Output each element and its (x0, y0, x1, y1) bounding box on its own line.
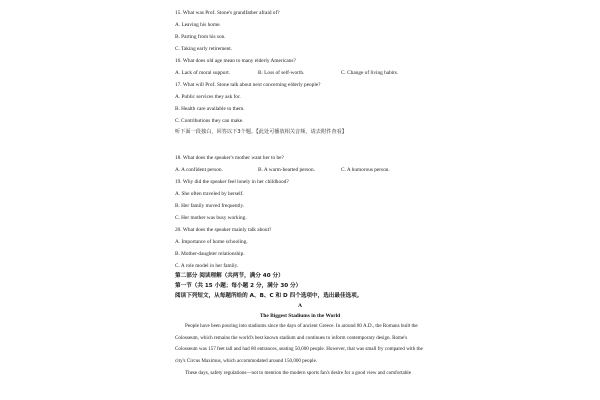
option-17c: C. Contributions they can make. (175, 118, 244, 124)
question-20: 20. What does the speaker mainly talk about? (175, 227, 272, 233)
passage-paragraph-2: These days, safety regulations—not to mention the modern sports fan's desire for a good view and comfortable (185, 370, 411, 376)
option-18b: B. A warm-hearted person. (258, 167, 315, 173)
option-15b: B. Parting from his son. (175, 34, 226, 40)
reading-directions: 阅读下列短文，从每题所给的 A、B、C 和 D 四个选项中，选出最佳选项。 (175, 293, 363, 299)
question-15: 15. What was Prof. Stone's grandfather afraid of? (175, 10, 280, 16)
question-19: 19. Why did the speaker feel lonely in her childhood? (175, 179, 289, 185)
option-16b: B. Loss of self-worth. (258, 70, 305, 76)
option-20b: B. Mother-daughter relationship. (175, 251, 245, 257)
option-19b: B. Her family moved frequently. (175, 203, 245, 209)
part-heading: 第二部分 阅读理解（共两节，满分 40 分） (175, 273, 284, 279)
passage-title: The Biggest Stadiums in the World (259, 313, 341, 319)
option-16c: C. Change of living habits. (341, 70, 399, 76)
question-17: 17. What will Prof. Stone talk about next concerning elderly people? (175, 82, 321, 88)
question-16: 16. What does old age mean to many elderly Americans? (175, 58, 296, 64)
option-20c: C. A role model in her family. (175, 263, 239, 269)
instruction-text: 听下面一段独白，回答以下3个题。 (175, 129, 257, 135)
listening-instruction (175, 129, 347, 136)
option-19a: A. She often traveled by herself. (175, 191, 244, 197)
passage-letter: A (297, 303, 303, 309)
option-15a: A. Leaving his home. (175, 22, 221, 28)
passage-paragraph-1: People have been pouring into stadiums since the days of ancient Greece. In around 80 A.D., the Romans built the Colosseum, which remains the world's best known stadium and continues to inform contemporary design. Rome's Colosseum was 157 feet tall and had 80 entrances, seating 50,000 people. However, that was small fry compared with the city's Circus Maximus, which accommodated around 150,000 people. (175, 323, 423, 364)
option-15c: C. Taking early retirement. (175, 46, 233, 52)
option-19c: C. Her mother was busy working. (175, 215, 247, 221)
section-heading: 第一节（共 15 小题；每小题 2 分，满分 30 分） (175, 283, 302, 289)
option-16a: A. Lack of moral support. (175, 70, 231, 76)
audio-note: 【此处可播放相关音频，请去附件查看】 (256, 129, 347, 135)
option-17a: A. Public services they ask for. (175, 94, 241, 100)
option-20a: A. Importance of home schooling. (175, 239, 248, 245)
option-18a: A. A confident person. (175, 167, 223, 173)
option-18c: C. A humorous person. (341, 167, 390, 173)
option-17b: B. Health care available to them. (175, 106, 245, 112)
question-18: 18. What does the speaker's mother want her to be? (175, 155, 284, 161)
